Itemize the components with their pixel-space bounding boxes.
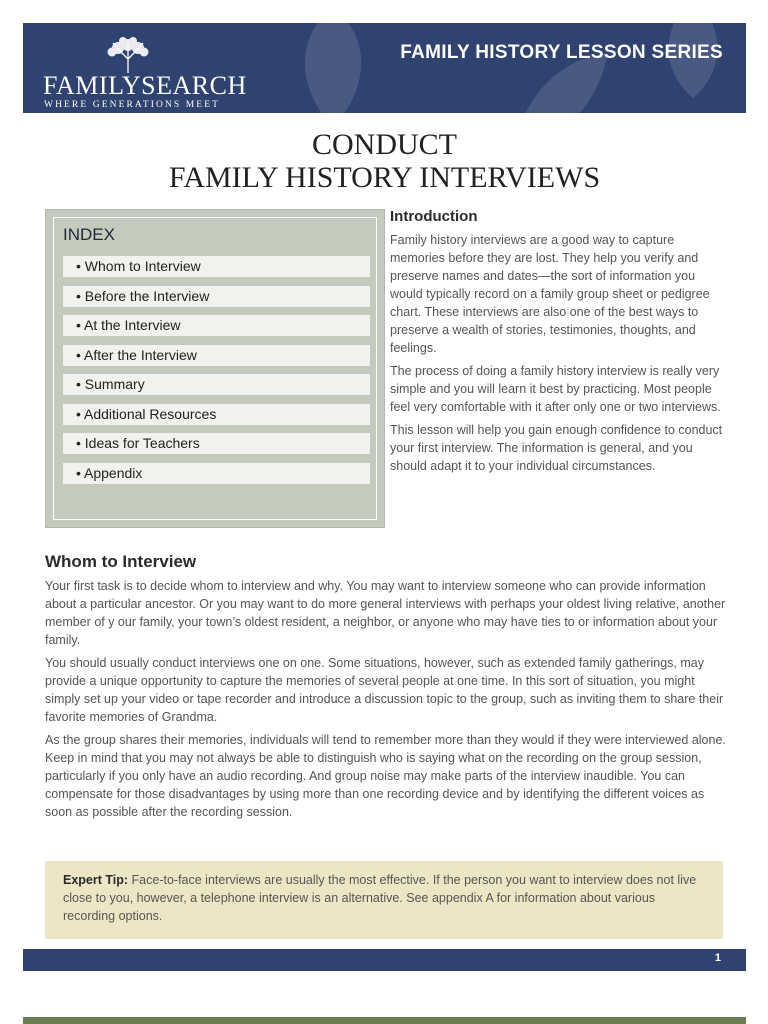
expert-tip-text: Face-to-face interviews are usually the most effective. If the person you want to interview does not live close to you, however, a telephone interview is an alternative. See appendix A for information about various recording options.	[63, 873, 697, 923]
next-page-bar	[23, 1017, 746, 1024]
whom-paragraph: You should usually conduct interviews one on one. Some situations, however, such as extended family gatherings, may provide a unique opportunity to capture the memories of several people at one time. In this sort of situation, you might simply set up your video or tape recorder and introduce a discussion topic to the group, such as inviting them to share their favorite memories of Grandma.	[45, 656, 724, 724]
index-item-whom[interactable]: • Whom to Interview	[63, 256, 370, 277]
series-title: FAMILY HISTORY LESSON SERIES	[400, 42, 723, 63]
index-box	[45, 209, 385, 528]
familysearch-logo[interactable]	[43, 37, 247, 110]
index-item-at[interactable]: • At the Interview	[63, 315, 370, 336]
tree-icon	[105, 37, 151, 73]
title-line-2: FAMILY HISTORY INTERVIEWS	[168, 161, 601, 194]
index-item-after[interactable]: • After the Interview	[63, 345, 370, 366]
intro-paragraph: Family history interviews are a good way to capture memories before they are lost. They help you verify and preserve names and dates—the sort of information you would typically record on a family group sheet or pedigree chart. These interviews are also one of the best ways to preserve a wealth of stories, testimonies, thoughts, and feelings.	[390, 233, 710, 355]
leaf-pattern-icon	[273, 23, 393, 113]
expert-tip-box	[45, 861, 723, 939]
intro-paragraph: This lesson will help you gain enough confidence to conduct your first interview. The information is general, and you should adapt it to your individual circumstances.	[390, 423, 723, 473]
index-item-resources[interactable]: • Additional Resources	[63, 404, 370, 425]
index-item-appendix[interactable]: • Appendix	[63, 463, 370, 484]
whom-paragraph: As the group shares their memories, individuals will tend to remember more than they would if they were interviewed alone. Keep in mind that you may not always be able to distinguish who is saying what on the recording on the group session, particularly if you only have an audio recording. And group noise may make parts of the interview inaudible. You can compensate for those disadvantages by using more than one recording device and by identifying the different voices as soon as possible after the recording session.	[45, 733, 726, 819]
index-item-before[interactable]: • Before the Interview	[63, 286, 370, 307]
header-banner	[23, 23, 746, 113]
intro-paragraph: The process of doing a family history interview is really very simple and you will learn it best by practicing. Most people feel very comfortable with it after only one or two interviews.	[390, 364, 721, 414]
logo-wordmark: FAMILYSEARCH	[43, 71, 247, 100]
introduction-heading: Introduction	[390, 208, 478, 225]
expert-tip-label: Expert Tip:	[63, 873, 129, 887]
whom-paragraph: Your first task is to decide whom to interview and why. You may want to interview someone who can provide information about a particular ancestor. Or you may want to do more general interviews with perhaps your oldest living relative, another member of y our family, your town’s oldest resident, a neighbor, or anyone who may have ties to or information about your family.	[45, 579, 726, 647]
index-item-teachers[interactable]: • Ideas for Teachers	[63, 433, 370, 454]
index-item-summary[interactable]: • Summary	[63, 374, 370, 395]
index-heading: INDEX	[63, 225, 115, 244]
whom-to-interview-section	[45, 551, 730, 826]
logo-tagline: WHERE GENERATIONS MEET	[44, 100, 221, 110]
whom-heading: Whom to Interview	[45, 552, 197, 571]
footer-bar	[23, 949, 746, 971]
introduction-section	[390, 207, 728, 480]
page-title	[23, 128, 746, 194]
title-line-1: CONDUCT	[311, 128, 457, 161]
index-frame	[53, 217, 377, 520]
page-number: 1	[714, 952, 721, 964]
